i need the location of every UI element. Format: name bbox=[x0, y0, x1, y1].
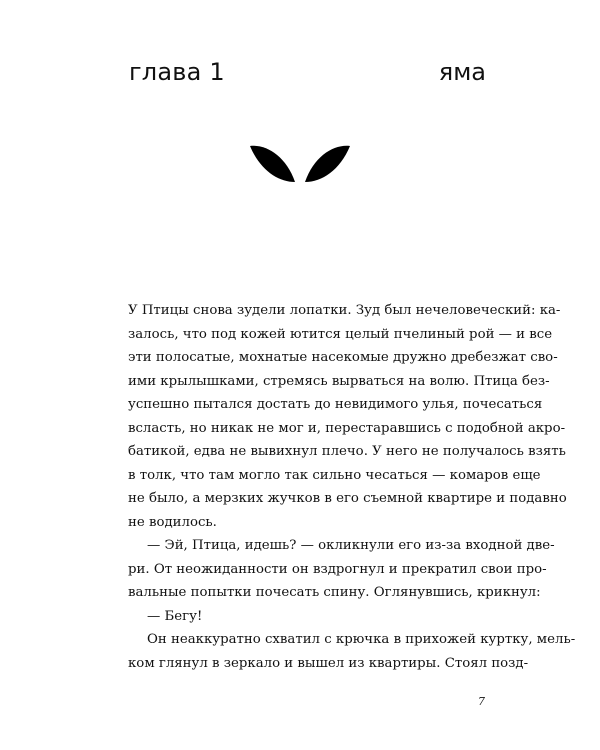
chapter-label: глава 1 bbox=[129, 58, 225, 86]
text-line: не было, а мерзких жучков в его съемной квартире и подавно bbox=[128, 491, 567, 506]
text-line: — Бегу! bbox=[147, 608, 203, 624]
text-line: эти полосатые, мохнатые насекомые дружно дребезжат сво- bbox=[128, 350, 558, 365]
text-line: вальные попытки почесать спину. Оглянувшись, крикнул: bbox=[128, 585, 541, 600]
text-line: батикой, едва не вывихнул плечо. У него не получалось взять bbox=[128, 444, 566, 459]
text-line: У Птицы снова зудели лопатки. Зуд был нечеловеческий: ка- bbox=[128, 303, 561, 318]
text-line: Он неаккуратно схватил с крючка в прихожей куртку, мель- bbox=[147, 632, 576, 647]
text-line: ими крылышками, стремясь вырваться на волю. Птица без- bbox=[128, 373, 550, 389]
leaf-pair-ornament-icon bbox=[248, 142, 352, 186]
text-line: залось, что под кожей ютится целый пчелиный рой — и все bbox=[128, 326, 553, 342]
text-line: ри. От неожиданности он вздрогнул и прекратил свои про- bbox=[128, 561, 547, 577]
chapter-title: яма bbox=[438, 58, 486, 86]
text-line: не водилось. bbox=[128, 514, 217, 530]
body-text bbox=[128, 299, 576, 675]
text-line: в толк, что там могло так сильно чесаться — комаров еще bbox=[128, 467, 541, 483]
page-number: 7 bbox=[478, 695, 485, 708]
left-leaf-icon bbox=[250, 146, 295, 182]
right-leaf-icon bbox=[305, 146, 350, 182]
text-line: успешно пытался достать до невидимого улья, почесаться bbox=[128, 397, 543, 412]
text-line: ком глянул в зеркало и вышел из квартиры. Стоял позд- bbox=[128, 655, 529, 671]
text-line: всласть, но никак не мог и, перестаравшись с подобной акро- bbox=[128, 420, 566, 436]
text-line: — Эй, Птица, идешь? — окликнули его из-за входной две- bbox=[147, 538, 555, 553]
